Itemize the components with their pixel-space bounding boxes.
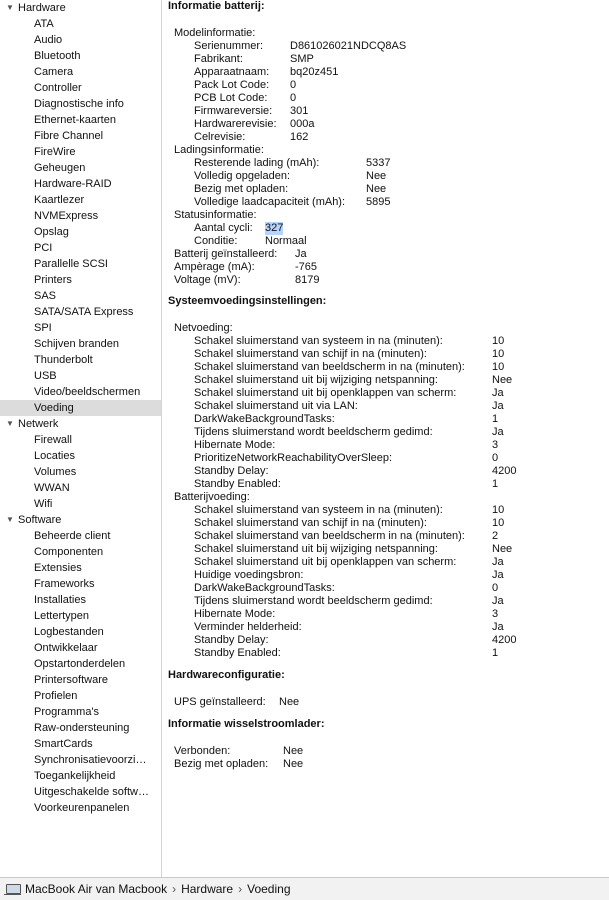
sidebar-item[interactable]: Beheerde client <box>34 530 111 542</box>
sidebar-item[interactable]: USB <box>34 370 57 382</box>
info-key: Resterende lading (mAh): <box>194 157 320 169</box>
info-row <box>168 40 609 53</box>
sidebar-item[interactable]: Toegankelijkheid <box>34 770 116 782</box>
info-row <box>168 504 609 517</box>
section-title: Informatie batterij: <box>168 0 265 12</box>
info-key: Volledig opgeladen: <box>194 170 291 182</box>
info-key: Schakel sluimerstand van schijf in na (minuten): <box>194 348 427 360</box>
info-row <box>168 170 609 183</box>
info-row <box>168 465 609 478</box>
info-key: Schakel sluimerstand van schijf in na (minuten): <box>194 517 427 529</box>
info-value: 4200 <box>492 634 517 646</box>
info-row <box>168 157 609 170</box>
info-key: Hibernate Mode: <box>194 608 276 620</box>
info-row <box>168 517 609 530</box>
info-key: Volledige laadcapaciteit (mAh): <box>194 196 346 208</box>
info-key: Verbonden: <box>174 745 231 757</box>
group-heading: Batterijvoeding: <box>174 491 250 503</box>
info-value: 0 <box>290 79 297 91</box>
info-value: Ja <box>295 248 307 260</box>
sidebar-item[interactable]: SAS <box>34 290 57 302</box>
info-value: Normaal <box>265 235 307 247</box>
sidebar-item[interactable]: Printers <box>34 274 72 286</box>
info-row <box>168 222 609 235</box>
sidebar-item[interactable]: Geheugen <box>34 162 86 174</box>
sidebar-item[interactable]: Extensies <box>34 562 82 574</box>
laptop-icon <box>6 884 21 894</box>
group-heading: Statusinformatie: <box>174 209 257 221</box>
info-key: Schakel sluimerstand uit bij wijziging netspanning: <box>194 374 438 386</box>
info-key: Fabrikant: <box>194 53 243 65</box>
sidebar-group-hardware[interactable] <box>0 0 161 16</box>
sidebar-group-label: Software <box>18 514 62 526</box>
info-row <box>168 79 609 92</box>
info-row <box>168 582 609 595</box>
info-value: 5337 <box>366 157 391 169</box>
info-key: Ampèrage (mA): <box>174 261 255 273</box>
info-value: 3 <box>492 439 499 451</box>
info-row <box>168 261 609 274</box>
info-key: Apparaatnaam: <box>194 66 270 78</box>
info-row <box>168 696 609 709</box>
sidebar-item[interactable]: Voorkeurenpanelen <box>34 802 130 814</box>
info-row <box>168 478 609 491</box>
info-row <box>168 452 609 465</box>
info-value: bq20z451 <box>290 66 339 78</box>
info-value: Ja <box>492 556 504 568</box>
info-row <box>168 569 609 582</box>
sidebar-item[interactable]: Controller <box>34 82 82 94</box>
info-row <box>168 400 609 413</box>
info-row <box>168 131 609 144</box>
info-value: 10 <box>492 361 505 373</box>
info-row <box>168 621 609 634</box>
sidebar-item[interactable]: Opstartonderdelen <box>34 658 126 670</box>
info-key: Tijdens sluimerstand wordt beeldscherm gedimd: <box>194 426 433 438</box>
sidebar-item[interactable]: Wifi <box>34 498 53 510</box>
sidebar-item[interactable]: Raw-ondersteuning <box>34 722 130 734</box>
info-value: 5895 <box>366 196 391 208</box>
info-row <box>168 361 609 374</box>
info-key: Verminder helderheid: <box>194 621 302 633</box>
info-key: Standby Delay: <box>194 465 269 477</box>
info-row <box>168 556 609 569</box>
sidebar-item[interactable]: Camera <box>34 66 74 78</box>
info-key: Standby Delay: <box>194 634 269 646</box>
sidebar-item[interactable]: Bluetooth <box>34 50 81 62</box>
info-value: 000a <box>290 118 315 130</box>
info-value: Ja <box>492 387 504 399</box>
info-value: 1 <box>492 478 499 490</box>
section-title: Informatie wisselstroomlader: <box>168 718 325 730</box>
info-value: Nee <box>366 170 387 182</box>
info-value: 10 <box>492 504 505 516</box>
info-row <box>168 595 609 608</box>
info-key: Standby Enabled: <box>194 478 281 490</box>
info-value: 1 <box>492 413 499 425</box>
info-key: Schakel sluimerstand uit bij wijziging netspanning: <box>194 543 438 555</box>
info-row <box>168 348 609 361</box>
info-row <box>168 118 609 131</box>
breadcrumb-separator: › <box>172 882 177 896</box>
info-key: PrioritizeNetworkReachabilityOverSleep: <box>194 452 393 464</box>
info-row <box>168 66 609 79</box>
info-row <box>168 439 609 452</box>
breadcrumb-device[interactable]: MacBook Air van Macbook <box>25 882 168 896</box>
info-row <box>168 647 609 660</box>
sidebar-item[interactable]: Diagnostische info <box>34 98 124 110</box>
sidebar-item[interactable]: Opslag <box>34 226 69 238</box>
group-heading: Modelinformatie: <box>174 27 256 39</box>
sidebar-item[interactable]: Volumes <box>34 466 77 478</box>
sidebar-item[interactable]: Logbestanden <box>34 626 104 638</box>
info-value: Ja <box>492 621 504 633</box>
info-key: Schakel sluimerstand uit bij openklappen van scherm: <box>194 556 457 568</box>
sidebar-item[interactable]: SmartCards <box>34 738 93 750</box>
info-value: Ja <box>492 569 504 581</box>
sidebar-item[interactable]: FireWire <box>34 146 76 158</box>
info-value: 4200 <box>492 465 517 477</box>
info-key: Schakel sluimerstand van beeldscherm in na (minuten): <box>194 530 465 542</box>
info-value: 0 <box>492 452 499 464</box>
sidebar-group-label: Netwerk <box>18 418 59 430</box>
disclosure-triangle-icon[interactable]: ▼ <box>6 515 14 524</box>
info-value: 10 <box>492 348 505 360</box>
info-row <box>168 105 609 118</box>
info-key: Huidige voedingsbron: <box>194 569 304 581</box>
info-row <box>168 374 609 387</box>
breadcrumb-separator: › <box>238 882 243 896</box>
sidebar-item[interactable]: NVMExpress <box>34 210 99 222</box>
info-key: Bezig met opladen: <box>194 183 289 195</box>
sidebar-item[interactable]: Hardware-RAID <box>34 178 112 190</box>
info-row <box>168 274 609 287</box>
sidebar-item[interactable]: Ethernet-kaarten <box>34 114 116 126</box>
info-row <box>168 634 609 647</box>
disclosure-triangle-icon[interactable]: ▼ <box>6 419 14 428</box>
sidebar-group-software[interactable] <box>0 512 161 528</box>
info-row <box>168 235 609 248</box>
info-key: Firmwareversie: <box>194 105 273 117</box>
sidebar-item[interactable]: Locaties <box>34 450 75 462</box>
info-key: Schakel sluimerstand van systeem in na (minuten): <box>194 335 443 347</box>
info-value: -765 <box>295 261 318 273</box>
sidebar-group-netwerk[interactable] <box>0 416 161 432</box>
info-key: Celrevisie: <box>194 131 246 143</box>
info-value: 0 <box>492 582 499 594</box>
sidebar-item[interactable]: Video/beeldschermen <box>34 386 141 398</box>
sidebar <box>0 0 162 877</box>
info-key: Bezig met opladen: <box>174 758 269 770</box>
info-key: Schakel sluimerstand van systeem in na (minuten): <box>194 504 443 516</box>
info-value: Nee <box>366 183 387 195</box>
info-value: Ja <box>492 595 504 607</box>
info-key: UPS geïnstalleerd: <box>174 696 266 708</box>
group-heading: Ladingsinformatie: <box>174 144 264 156</box>
info-key: Schakel sluimerstand uit via LAN: <box>194 400 358 412</box>
breadcrumb <box>25 878 291 900</box>
info-row <box>168 543 609 556</box>
info-value: 8179 <box>295 274 320 286</box>
info-value: Nee <box>492 543 513 555</box>
info-key: DarkWakeBackgroundTasks: <box>194 582 335 594</box>
info-value: 0 <box>290 92 297 104</box>
info-key: PCB Lot Code: <box>194 92 268 104</box>
info-value: 162 <box>290 131 309 143</box>
info-value: 10 <box>492 335 505 347</box>
sidebar-item[interactable]: PCI <box>34 242 53 254</box>
info-key: Voltage (mV): <box>174 274 241 286</box>
info-row <box>168 183 609 196</box>
info-row <box>168 413 609 426</box>
sidebar-item[interactable]: Lettertypen <box>34 610 90 622</box>
info-key: Serienummer: <box>194 40 264 52</box>
sidebar-item[interactable]: Programma's <box>34 706 100 718</box>
sidebar-group-label: Hardware <box>18 2 66 14</box>
info-value: D861026021NDCQ8AS <box>290 40 407 52</box>
info-row <box>168 758 609 771</box>
section-title: Hardwareconfiguratie: <box>168 669 285 681</box>
sidebar-item[interactable]: Printersoftware <box>34 674 108 686</box>
sidebar-item[interactable]: SATA/SATA Express <box>34 306 134 318</box>
content-pane <box>168 0 609 877</box>
info-row <box>168 745 609 758</box>
status-bar <box>0 877 609 900</box>
sidebar-item[interactable]: Thunderbolt <box>34 354 93 366</box>
info-value: 2 <box>492 530 499 542</box>
info-value: Ja <box>492 400 504 412</box>
sidebar-item[interactable]: ATA <box>34 18 54 30</box>
info-key: Pack Lot Code: <box>194 79 270 91</box>
sidebar-item[interactable]: Fibre Channel <box>34 130 104 142</box>
info-row <box>168 196 609 209</box>
sidebar-item[interactable]: Firewall <box>34 434 72 446</box>
info-row <box>168 426 609 439</box>
info-key: Hibernate Mode: <box>194 439 276 451</box>
info-value: 10 <box>492 517 505 529</box>
sidebar-item[interactable]: Profielen <box>34 690 78 702</box>
info-row <box>168 608 609 621</box>
disclosure-triangle-icon[interactable]: ▼ <box>6 3 14 12</box>
info-value: Nee <box>283 758 304 770</box>
info-value: Ja <box>492 426 504 438</box>
sidebar-item[interactable]: Uitgeschakelde softw… <box>34 786 149 798</box>
info-key: Tijdens sluimerstand wordt beeldscherm gedimd: <box>194 595 433 607</box>
sidebar-item[interactable]: Kaartlezer <box>34 194 85 206</box>
info-value: Nee <box>279 696 300 708</box>
info-key: Schakel sluimerstand uit bij openklappen van scherm: <box>194 387 457 399</box>
sidebar-item[interactable]: SPI <box>34 322 52 334</box>
sidebar-item[interactable]: Frameworks <box>34 578 95 590</box>
sidebar-item[interactable]: Ontwikkelaar <box>34 642 98 654</box>
sidebar-item[interactable]: WWAN <box>34 482 70 494</box>
info-row <box>168 530 609 543</box>
info-value: 301 <box>290 105 309 117</box>
info-value: 3 <box>492 608 499 620</box>
group-heading: Netvoeding: <box>174 322 233 334</box>
info-key: Aantal cycli: <box>194 222 253 234</box>
info-key: Conditie: <box>194 235 238 247</box>
sidebar-item[interactable]: Schijven branden <box>34 338 120 350</box>
sidebar-item[interactable]: Synchronisatievoorzi… <box>34 754 147 766</box>
section-title: Systeemvoedingsinstellingen: <box>168 295 327 307</box>
info-value[interactable]: 327 <box>265 222 284 234</box>
info-row <box>168 387 609 400</box>
breadcrumb-category[interactable]: Hardware <box>181 882 234 896</box>
info-value: Nee <box>283 745 304 757</box>
info-row <box>168 248 609 261</box>
info-row <box>168 335 609 348</box>
info-key: Batterij geïnstalleerd: <box>174 248 278 260</box>
info-row <box>168 92 609 105</box>
info-value: Nee <box>492 374 513 386</box>
breadcrumb-current: Voeding <box>247 882 291 896</box>
sidebar-item[interactable]: Audio <box>34 34 63 46</box>
info-value: SMP <box>290 53 314 65</box>
sidebar-item[interactable]: Voeding <box>0 400 161 416</box>
sidebar-item[interactable]: Componenten <box>34 546 104 558</box>
info-key: DarkWakeBackgroundTasks: <box>194 413 335 425</box>
info-key: Hardwarerevisie: <box>194 118 277 130</box>
info-key: Schakel sluimerstand van beeldscherm in na (minuten): <box>194 361 465 373</box>
sidebar-item[interactable]: Parallelle SCSI <box>34 258 108 270</box>
info-value: 1 <box>492 647 499 659</box>
info-row <box>168 53 609 66</box>
info-key: Standby Enabled: <box>194 647 281 659</box>
sidebar-item[interactable]: Installaties <box>34 594 86 606</box>
